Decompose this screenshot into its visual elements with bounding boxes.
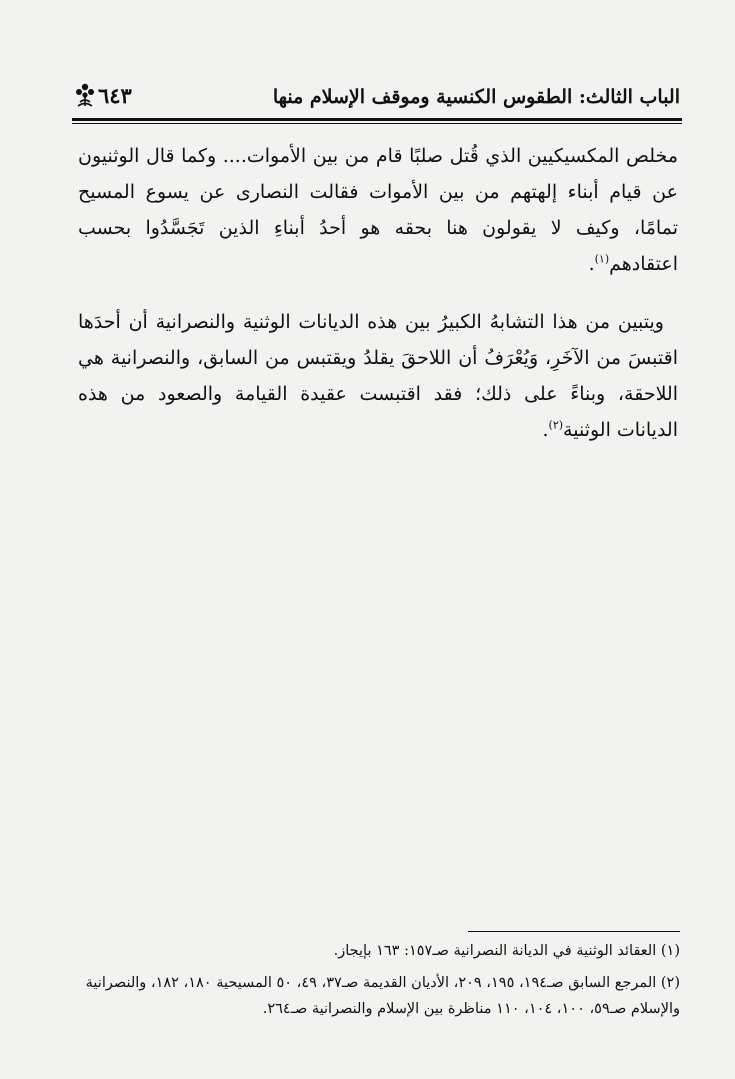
main-text	[78, 138, 678, 470]
footnotes	[80, 938, 680, 1028]
footnote-2: (٢) المرجع السابق صـ١٩٤، ١٩٥، ٢٠٩، الأديان القديمة صـ٣٧، ٤٩، ٥٠ المسيحية ١٨٠، ١٨٢، والنصرانية والإسلام صـ٥٩، ١٠٠، ١٠٤، ١١٠ مناظرة بين الإسلام والنصرانية صـ٢٦٤.	[85, 975, 680, 1017]
footnote-1: (١) العقائد الوثنية في الديانة النصرانية صـ١٥٧: ١٦٣ بإيجاز.	[333, 943, 680, 959]
page-header	[74, 80, 680, 120]
header-rule-thin	[72, 123, 682, 124]
header-rule-thick	[72, 118, 682, 121]
paragraph-2: ويتبين من هذا التشابهُ الكبيرُ بين هذه الديانات الوثنية والنصرانية أن أحدَها اقتبسَ من الآخَرِ، وَيُعْرَفُ أن اللاحقَ يقلدُ ويقتبس من السابق، والنصرانية هي اللاحقة، وبناءً على ذلك؛ فقد اقتبست عقيدة القيامة والصعود من هذه الديانات الوثنية$^{(٢)}$.	[78, 311, 678, 441]
paragraph-text: مخلص المكسيكيين الذي قُتل صلبًا قام من بين الأموات.... وكما قال الوثنيون عن قيام أبناء إلهتهم من بين الأموات فقالت النصارى عن يسوع المسيح تمامًا، وكيف لا يقولون هنا بحقه هو أحدُ أبناءِ الذين تَجَسَّدُوا بحسب اعتقادهم	[78, 145, 678, 275]
running-title: الباب الثالث: الطقوس الكنسية وموقف الإسلام منها	[272, 86, 680, 108]
page-number: ٦٤٣	[98, 82, 132, 108]
footnote-ref-1: (١)	[594, 252, 610, 266]
footnote-separator	[468, 931, 680, 932]
floral-ornament-icon	[74, 82, 96, 108]
paragraph-1: مخلص المكسيكيين الذي قُتل صلبًا قام من بين الأموات.... وكما قال الوثنيون عن قيام أبناء إلهتهم من بين الأموات فقالت النصارى عن يسوع المسيح تمامًا، وكيف لا يقولون هنا بحقه هو أحدُ أبناءِ الذين تَجَسَّدُوا بحسب اعتقادهم$^{(١)}$.	[78, 145, 678, 275]
paragraph-text: ويتبين من هذا التشابهُ الكبيرُ بين هذه الديانات الوثنية والنصرانية أن أحدَها اقتبسَ من الآخَرِ، وَيُعْرَفُ أن اللاحقَ يقلدُ ويقتبس من السابق، والنصرانية هي اللاحقة، وبناءً على ذلك؛ فقد اقتبست عقيدة القيامة والصعود من هذه الديانات الوثنية	[78, 311, 678, 441]
page-number-block	[74, 82, 132, 108]
footnote-ref-2: (٢)	[548, 418, 564, 432]
